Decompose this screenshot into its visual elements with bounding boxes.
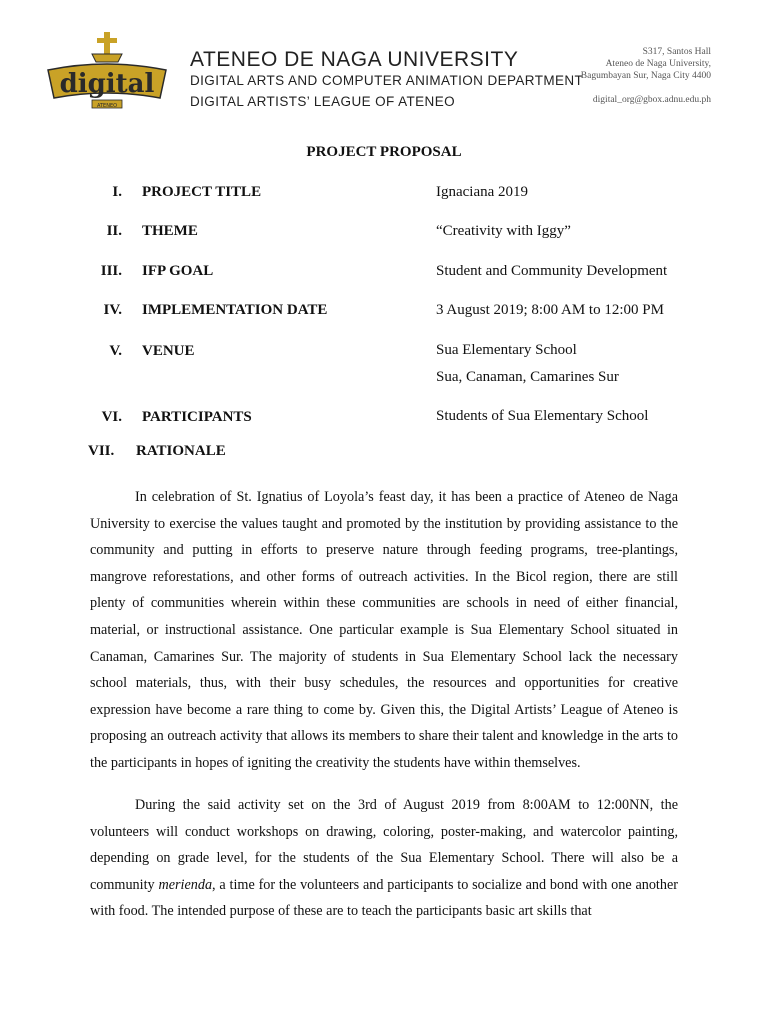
address-line-3: Bagumbayan Sur, Naga City 4400 (580, 71, 711, 81)
logo-subtext: ATENEO (96, 103, 118, 109)
address-line-2: Ateneo de Naga University, (605, 59, 711, 69)
logo-text: digital (59, 69, 155, 99)
item-number: VI. (101, 409, 122, 425)
item-label-ifp-goal: IFP GOAL (142, 263, 214, 279)
logo (42, 30, 172, 116)
item-value-ifp-goal: Student and Community Development (436, 263, 668, 279)
rationale-heading: RATIONALE (136, 443, 226, 459)
rationale-paragraph-1 (90, 484, 678, 777)
item-number: IV. (103, 302, 122, 318)
item-number: II. (106, 223, 122, 239)
document-title: PROJECT PROPOSAL (306, 144, 462, 160)
item-label-participants: PARTICIPANTS (142, 409, 252, 425)
rationale-paragraph-2 (90, 792, 678, 925)
item-label-project-title: PROJECT TITLE (142, 184, 262, 200)
paragraph-text-part-1: During the said activity set on the 3rd of August 2019 from 8:00AM to 12:00NN, the volunteers will conduct workshops on drawing, coloring, poster-making, and watercolor painting, depending on grade level, for the students of the Sua Elementary School. There will also be a community (90, 797, 678, 893)
item-label-implementation-date: IMPLEMENTATION DATE (142, 302, 328, 318)
merienda-term: merienda (158, 876, 213, 893)
paragraph-text (90, 792, 678, 925)
item-value-implementation-date: 3 August 2019; 8:00 AM to 12:00 PM (436, 302, 664, 318)
item-value-venue-address: Sua, Canaman, Camarines Sur (436, 369, 619, 385)
department-name: DIGITAL ARTS AND COMPUTER ANIMATION DEPARTMENT (190, 73, 584, 88)
item-value-project-title: Ignaciana 2019 (436, 184, 529, 200)
item-value-theme: “Creativity with Iggy” (436, 223, 571, 239)
item-label-venue: VENUE (142, 343, 195, 359)
item-number: III. (100, 263, 122, 279)
item-number: I. (112, 184, 122, 200)
league-name: DIGITAL ARTISTS’ LEAGUE OF ATENEO (190, 94, 456, 109)
university-name: ATENEO DE NAGA UNIVERSITY (190, 48, 519, 71)
paragraph-text-part-2: , a time for the volunteers and participants to socialize and bond with one another with food. The intended purpose of these are to teach the participants basic art skills that (90, 876, 678, 920)
rationale-number: VII. (88, 443, 115, 459)
item-label-theme: THEME (142, 223, 198, 239)
item-value-venue: Sua Elementary School (436, 342, 577, 358)
item-value-participants: Students of Sua Elementary School (436, 408, 649, 424)
email: digital_org@gbox.adnu.edu.ph (592, 95, 711, 105)
paragraph-text: In celebration of St. Ignatius of Loyola’s feast day, it has been a practice of Ateneo de Naga University to exercise the values taught and promoted by the institution by providing assistance to the community and putting in efforts to preserve nature through feeding programs, tree-plantings, mangrove reforestations, and other forms of outreach activities. In the Bicol region, there are still plenty of communities wherein within these communities are schools in need of either financial, material, or instructional assistance. One particular example is Sua Elementary School situated in Canaman, Camarines Sur. The majority of students in Sua Elementary School lack the necessary school materials, thus, with their busy schedules, the resources and opportunities for creative expression have become a rare thing to come by. Given this, the Digital Artists’ League of Ateneo is proposing an outreach activity that allows its members to share their talent and knowledge in the arts to the participants in hopes of igniting the creativity the students have within themselves. (90, 489, 678, 771)
address-line-1: S317, Santos Hall (642, 47, 711, 57)
item-number: V. (109, 343, 122, 359)
